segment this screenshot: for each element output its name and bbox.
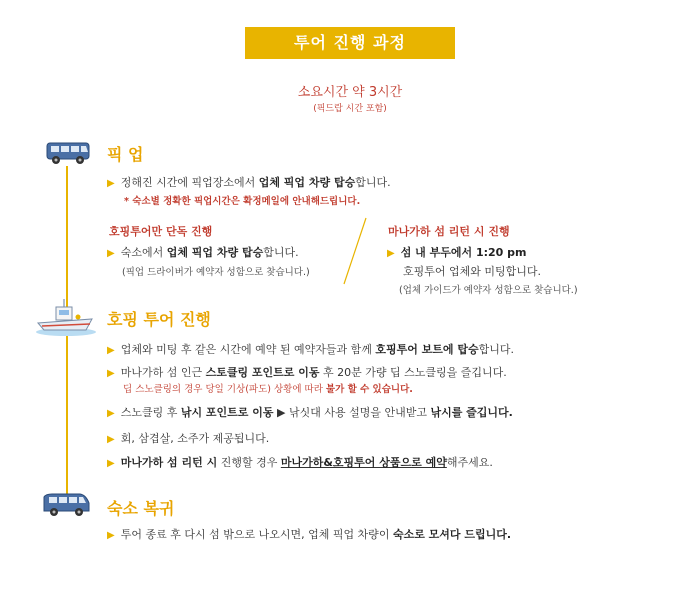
subsection-title-hopping-only: 호핑투어만 단독 진행 xyxy=(109,225,213,238)
hopping-line-3: ▶ 스노클링 후 낚시 포인트로 이동 ▶ 낚싯대 사용 설명을 안내받고 낚시를 즐깁니다. xyxy=(107,406,513,419)
triangle-bullet-icon: ▶ xyxy=(107,530,115,541)
managaha-line2: 호핑투어 업체와 미팅합니다. xyxy=(403,265,542,278)
duration-note: (픽드랍 시간 포함) xyxy=(313,104,387,114)
managaha-line: ▶ 섬 내 부두에서 1:20 pm xyxy=(387,246,527,259)
page-title: 투어 진행 과정 xyxy=(245,27,455,59)
subsection-title-managaha: 마나가하 섬 리턴 시 진행 xyxy=(388,225,510,238)
van-icon xyxy=(42,491,92,519)
section-title-hopping: 호핑 투어 진행 xyxy=(107,310,211,329)
triangle-bullet-icon: ▶ xyxy=(107,458,115,469)
hopping-line-1: ▶ 업체와 미팅 후 같은 시간에 예약 된 예약자들과 함께 호핑투어 보트에 탑승합니다. xyxy=(107,343,514,356)
van-icon xyxy=(45,140,93,166)
triangle-bullet-icon: ▶ xyxy=(387,248,395,259)
boat-icon xyxy=(34,297,98,337)
pickup-line: ▶ 정해진 시간에 픽업장소에서 업체 픽업 차량 탑승합니다. xyxy=(107,176,391,189)
managaha-note: (업체 가이드가 예약자 성함으로 찾습니다.) xyxy=(399,285,578,296)
hopping-line-4: ▶ 회, 삼겹살, 소주가 제공됩니다. xyxy=(107,432,270,445)
triangle-bullet-icon: ▶ xyxy=(107,368,115,379)
section-title-pickup: 픽 업 xyxy=(107,145,144,164)
hopping-line-2: ▶ 마나가하 섬 인근 스토클링 포인트로 이동 후 20분 가량 딥 스노클링을 즐깁니다. xyxy=(107,366,507,379)
section-title-return: 숙소 복귀 xyxy=(107,499,175,518)
triangle-bullet-icon: ▶ xyxy=(107,248,115,259)
triangle-bullet-icon: ▶ xyxy=(107,408,115,419)
triangle-bullet-icon: ▶ xyxy=(107,434,115,445)
triangle-bullet-icon: ▶ xyxy=(107,178,115,189)
diagonal-divider xyxy=(340,216,370,286)
duration-text: 소요시간 약 3시간 xyxy=(297,85,403,100)
hopping-only-note: (픽업 드라이버가 예약자 성함으로 찾습니다.) xyxy=(122,267,310,278)
hopping-line-2-note: 딥 스노클링의 경우 당일 기상(파도) 상황에 따라 불가 할 수 있습니다. xyxy=(123,384,413,395)
hopping-line-5: ▶ 마나가하 섬 리턴 시 진행할 경우 마나가하&호핑투어 상품으로 예약해주세요. xyxy=(107,456,493,469)
triangle-bullet-icon: ▶ xyxy=(107,345,115,356)
hopping-only-line: ▶ 숙소에서 업체 픽업 차량 탑승합니다. xyxy=(107,246,299,259)
pickup-note: * 숙소별 정확한 픽업시간은 확정메일에 안내해드립니다. xyxy=(124,196,361,207)
return-line: ▶ 투어 종료 후 다시 섬 밖으로 나오시면, 업체 픽업 차량이 숙소로 모셔다 드립니다. xyxy=(107,528,512,541)
